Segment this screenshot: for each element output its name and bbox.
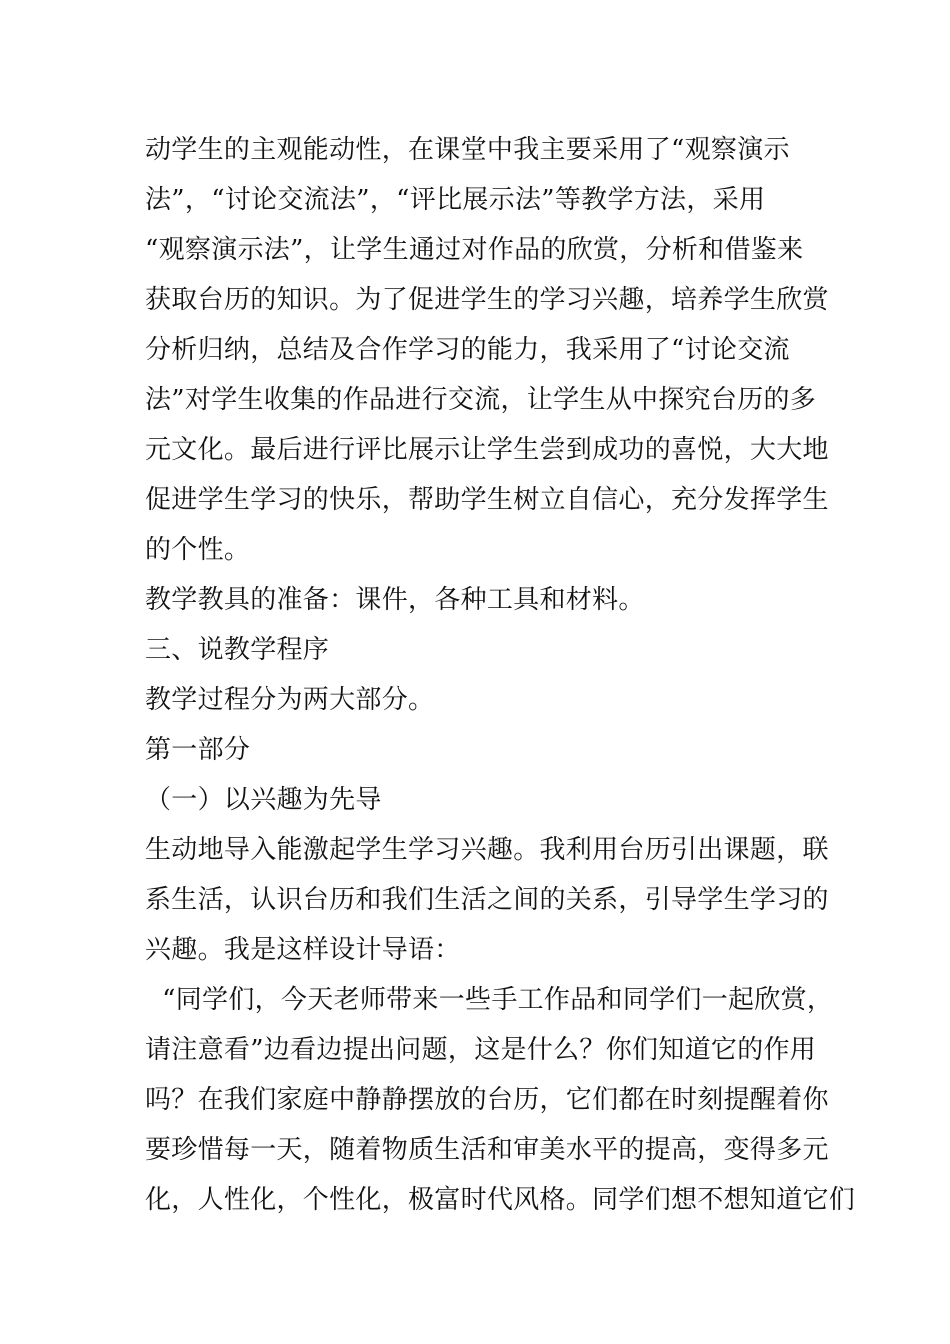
text-line: 法”对学生收集的作品进行交流，让学生从中探究台历的多 xyxy=(145,385,817,415)
text-line: 要珍惜每一天，随着物质生活和审美水平的提高，变得多元 xyxy=(145,1135,829,1165)
text-line: 法”，“讨论交流法”，“评比展示法”等教学方法，采用 xyxy=(145,185,766,215)
text-line: 系生活，认识台历和我们生活之间的关系，引导学生学习的 xyxy=(145,885,829,915)
text-line: 的个性。 xyxy=(145,535,251,565)
text-line: 兴趣。我是这样设计导语： xyxy=(145,935,461,965)
subsection-heading: （一）以兴趣为先导 xyxy=(145,785,382,815)
text-line: 吗？在我们家庭中静静摆放的台历，它们都在时刻提醒着你 xyxy=(145,1085,829,1115)
text-line: “同学们，今天老师带来一些手工作品和同学们一起欣赏， xyxy=(145,985,834,1015)
text-line: 促进学生学习的快乐，帮助学生树立自信心，充分发挥学生 xyxy=(145,485,829,515)
section-heading: 三、说教学程序 xyxy=(145,635,330,665)
text-line: 获取台历的知识。为了促进学生的学习兴趣，培养学生欣赏 xyxy=(145,285,829,315)
text-line: 请注意看”边看边提出问题，这是什么？你们知道它的作用 xyxy=(145,1035,817,1065)
text-line: 生动地导入能激起学生学习兴趣。我利用台历引出课题，联 xyxy=(145,835,829,865)
section-heading: 第一部分 xyxy=(145,735,251,765)
text-line: 动学生的主观能动性，在课堂中我主要采用了“观察演示 xyxy=(145,135,790,165)
text-line: 化，人性化，个性化，极富时代风格。同学们想不想知道它们 xyxy=(145,1185,856,1215)
text-line: 教学教具的准备：课件，各种工具和材料。 xyxy=(145,585,645,615)
text-line: 元文化。最后进行评比展示让学生尝到成功的喜悦，大大地 xyxy=(145,435,829,465)
text-line: 分析归纳，总结及合作学习的能力，我采用了“讨论交流 xyxy=(145,335,790,365)
text-line: 教学过程分为两大部分。 xyxy=(145,685,435,715)
text-line: “观察演示法”，让学生通过对作品的欣赏，分析和借鉴来 xyxy=(145,235,804,265)
